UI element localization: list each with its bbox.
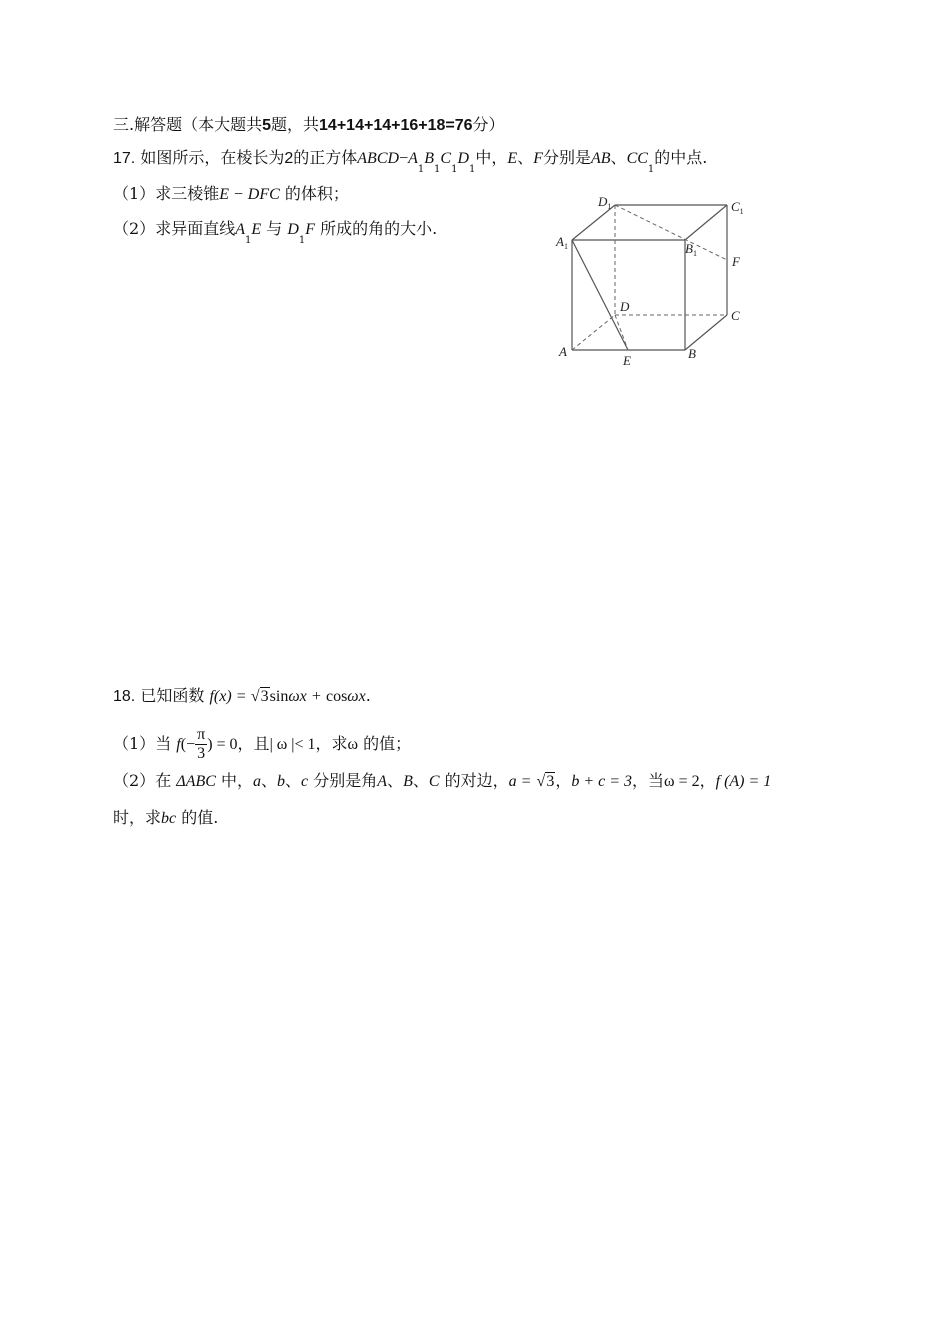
q17-stem <box>113 147 708 175</box>
q18-func-f: f <box>209 688 214 705</box>
label-b1: $B_1$ <box>685 241 697 258</box>
q18-fa-eq: f (A) = 1 <box>715 773 772 790</box>
q17-number: 17. <box>113 150 136 167</box>
q17-part2-end: 所成的角的大小. <box>320 219 438 238</box>
q18-part2-resp: 分别是角 <box>313 771 378 790</box>
q17-point-f: F <box>533 150 543 167</box>
q18-part1-label: （1） <box>113 734 156 753</box>
q17-text-5: 的中点. <box>654 148 708 167</box>
q17-point-e: E <box>507 150 518 167</box>
label-e: E <box>623 353 631 368</box>
q17-sub: 1 <box>417 164 425 175</box>
q18-part-1 <box>113 726 411 763</box>
section-heading <box>113 114 505 137</box>
q18-part1-f: f <box>176 736 181 753</box>
segment-a1e <box>572 240 628 350</box>
q17-edge: 2 <box>284 150 294 167</box>
q18-sep: 、 <box>285 771 302 790</box>
label-c: C <box>731 308 740 323</box>
segment-d1f-hidden <box>615 205 727 260</box>
q17-part2-label: （2） <box>113 219 156 238</box>
q18-fraction-denominator: 3 <box>197 745 206 762</box>
label-d: D <box>620 299 630 314</box>
q18-side-a: a <box>253 773 262 790</box>
q18-part2-label: （2） <box>113 771 156 790</box>
label-c1: $C_1$ <box>731 199 744 216</box>
q18-fraction <box>195 726 207 763</box>
q17-sub: 1 <box>434 164 441 175</box>
q18-side-b: b <box>277 773 286 790</box>
q18-part2-opp: 的对边， <box>444 771 509 790</box>
q18-part2-sqrt: √3 <box>536 773 555 790</box>
q17-line-a1: A <box>235 221 245 238</box>
q17-line-f: F <box>305 221 316 238</box>
q18-sep: 、 <box>261 771 278 790</box>
segment-de-hidden <box>615 315 628 350</box>
q17-segment-cc1: CC <box>626 150 648 167</box>
q18-part1-omega: ω <box>347 736 359 753</box>
q18-cos: cos <box>325 688 348 705</box>
q18-plus: + <box>311 688 321 705</box>
q17-solid: ABCD <box>357 150 400 167</box>
q18-part1-seek: ，求 <box>315 734 348 753</box>
q17-part2-text: 求异面直线 <box>155 219 236 238</box>
q18-a-eq: a = <box>508 773 532 790</box>
q17-vertex-d1: D <box>457 150 470 167</box>
q18-side-c: c <box>301 773 309 790</box>
q17-line-d1: D <box>287 221 299 238</box>
q18-part1-cond: ，且 <box>237 734 270 753</box>
section-heading-text: 解答题（本大题共 <box>134 115 263 134</box>
cube-figure <box>550 190 760 370</box>
q17-sep: 、 <box>610 148 627 167</box>
q18-comma: ， <box>699 771 716 790</box>
q18-fraction-numerator: π <box>197 726 206 743</box>
label-a: A <box>559 344 567 359</box>
q18-part1-end: 的值； <box>363 734 412 753</box>
q17-with: 与 <box>266 219 283 238</box>
q17-segment-ab: AB <box>591 150 611 167</box>
q18-bc: bc <box>161 810 177 827</box>
q18-angle-b: B <box>403 773 413 790</box>
q17-pyramid: E − DFC <box>219 186 280 203</box>
q17-vertex-a1: A <box>408 150 418 167</box>
section-suffix: 分） <box>472 115 505 134</box>
label-f: F <box>732 254 740 269</box>
q17-part1-end: 的体积； <box>284 184 349 203</box>
q18-sqrt-radicand: 3 <box>260 688 269 705</box>
q17-sub: 1 <box>244 235 252 246</box>
edge-ad-hidden <box>572 315 615 350</box>
q18-part2-end: 的值. <box>181 808 219 827</box>
q18-part2-sqrt-radicand: 3 <box>546 773 555 790</box>
question-count: 5 <box>262 117 272 134</box>
q18-part1-close: ) = 0 <box>207 736 238 753</box>
q18-eq: = <box>236 688 246 705</box>
q18-dot: . <box>365 686 371 705</box>
q17-sep: 、 <box>517 148 534 167</box>
q17-line-e: E <box>251 221 262 238</box>
q17-part-2 <box>113 218 438 246</box>
total-points: 14+14+14+16+18=76 <box>319 117 473 134</box>
q18-sep: 、 <box>412 771 429 790</box>
q17-minus: − <box>399 150 409 167</box>
q18-wx2: ωx <box>347 688 366 705</box>
q17-vertex-b1: B <box>424 150 435 167</box>
label-d1: $D_1$ <box>598 194 612 211</box>
q18-omega-eq: ω = 2 <box>664 773 700 790</box>
q18-sep: 、 <box>387 771 404 790</box>
q17-sub: 1 <box>647 164 655 175</box>
q17-part1-label: （1） <box>113 184 156 203</box>
q18-wx: ωx <box>288 688 307 705</box>
section-prefix: 三. <box>113 115 135 134</box>
label-a1: $A_1$ <box>556 234 568 251</box>
q18-sqrt: √3 <box>250 688 269 705</box>
q18-part1-when: 当 <box>155 734 172 753</box>
q17-sub: 1 <box>298 235 306 246</box>
q17-part1-text: 求三棱锥 <box>155 184 220 203</box>
q18-text-1: 已知函数 <box>140 686 205 705</box>
label-b: B <box>688 346 696 361</box>
section-middle: 题，共 <box>271 115 320 134</box>
q18-comma: ， <box>555 771 572 790</box>
q18-part2-line2: 时，求 <box>113 808 162 827</box>
q17-text-2: 的正方体 <box>293 148 358 167</box>
q17-text-1: 如图所示，在棱长为 <box>140 148 285 167</box>
q18-part-2-cont <box>113 807 218 830</box>
q18-angle-a: A <box>377 773 388 790</box>
q18-angle-c: C <box>428 773 440 790</box>
q17-sub: 1 <box>451 164 458 175</box>
q17-part-1 <box>113 183 349 206</box>
q17-text-3: 中， <box>475 148 508 167</box>
q18-triangle: ΔABC <box>176 773 216 790</box>
q18-stem <box>113 685 371 708</box>
q18-part2-mid: 中， <box>221 771 254 790</box>
q18-part1-abs: | ω |< 1 <box>269 736 316 753</box>
q18-sin: sin <box>269 688 289 705</box>
q18-part1-open: (− <box>180 736 196 753</box>
q18-part2-when: ，当 <box>632 771 665 790</box>
edge-bc <box>685 315 727 350</box>
q17-text-4: 分别是 <box>542 148 591 167</box>
edge-b1c1 <box>685 205 727 240</box>
q18-bc-sum: b + c = 3 <box>571 773 633 790</box>
q18-part-2 <box>113 770 771 793</box>
q17-vertex-c1: C <box>440 150 452 167</box>
q18-number: 18. <box>113 688 136 705</box>
q18-part2-in: 在 <box>155 771 172 790</box>
q17-sub: 1 <box>469 164 476 175</box>
q18-func-x: (x) <box>213 688 232 705</box>
